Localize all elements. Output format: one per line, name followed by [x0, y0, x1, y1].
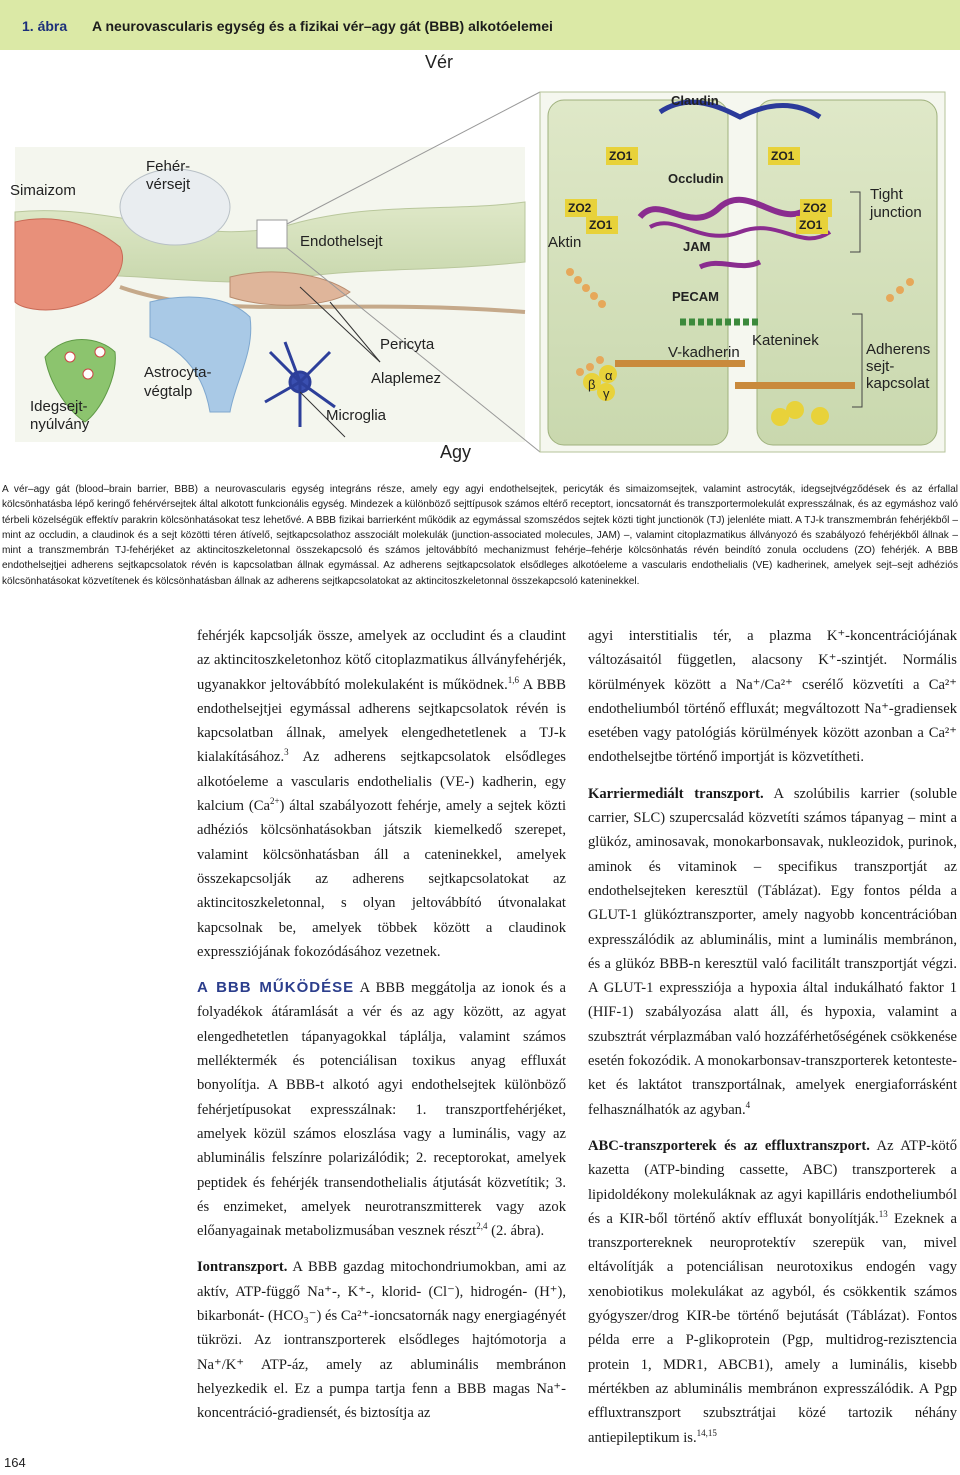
subheading-iontranszport: Iontranszport. [197, 1259, 288, 1276]
ref: 14,15 [696, 1427, 717, 1438]
page-number: 164 [4, 1455, 26, 1470]
ref: 3 [284, 747, 289, 758]
label-adherens-2: sejt- [866, 358, 895, 375]
col2-para2 [588, 782, 957, 1122]
col1-p1d-text: ) által szabályozott fehérje, amely a sejtek közti adhéziós kölcsönhatásokban játszik kiemelkedő szerepet, valamint kölcsönhatásban áll a cateninekkel, amelyek összekapcsolják az adherens sejtkapcsolatokat az aktincitoszkeletonnal, s olyan jeltovábbító útvonalakat kapcsolnak be, amelyek többek között a claudinok expressziójának fokozódásához vezetnek. [197, 798, 567, 960]
label-aktin: Aktin [548, 234, 582, 251]
label-feher-2: vérsejt [146, 176, 191, 193]
label-tight-1: Tight [870, 186, 903, 203]
label-idegsejt-1: Idegsejt- [30, 398, 88, 415]
figure-number: 1. ábra [22, 18, 68, 34]
col1-p2-text: A BBB meggátolja az ionok és a folyadékok átáramlását a vér és az agy között, az agyat elengedhetetlen tápanyagokkal táplálja, valamint számos melléktermék és potenciálisan toxikus anyag effluxát bonyolítja. A BBB-t alkotó agyi endothelsejtek különböző fehérjetípusokat expresszálnak: 1. transzportfehérjéket, amelyek közül számos eloszlása vagy a luminális, vagy az abluminális felszínre polarizálódik; 2. receptorokat, amelyek peptidek és fehérjék transendothelialis átjutását közvetítik; 3. és enzimeket, amelyek neurotranszmitterek vagy azok előanyagainak metabolizmusában vesznek részt [197, 980, 566, 1240]
label-microglia: Microglia [326, 407, 387, 424]
ref: 2,4 [476, 1221, 488, 1232]
caption-text: A vér–agy gát (blood–brain barrier, BBB) a neurovascularis egység integráns része, amely egy agyi endothelsejtek, pericyták és simaizomsejtek, valamint astrocyták, idegsejtvégződések és az érfallal kölcsönhatásba lépő keringő fehérvérsejtek által alkotott funkcionális egység. Mindezek a különböző sejttípusok számos eltérő receptort, ioncsatornát és transzportermolekulát expresszálnak, és az egymáshoz való térbeli közelségük effektív parakrin kölcsönhatásokat tesz lehetővé. A BBB fizikai barrierként működik az egymással szomszédos sejtek közti tight junctionök (TJ) jelenléte miatt. A TJ-k transzmembrán fehérjékből – mint az occludin, a claudinok és a sejt közötti téren átívelő, sejtkapcsolathoz asszociált molekulák (junction-associated molecules, JAM) –, valamint citoplazmatikus állványozó és szabályozó fehérjékből állnak – mint a transzmembrán TJ-fehérjéket az aktincitoszkeletonnal összekapcsoló és számos jeltovábbító mechanizmust fehérje–fehérje kölcsönhatás révén beindító zonula occludens (ZO) fehérjék. A BBB endothelsejtjei adherens sejtkapcsolatok révén is kapcsolatban állnak egymással. Az adherens sejtkapcsolatok elsődleges alkotóeleme a vascularis endothelialis (VE) kadherinek, amelyek sejt–sejt adhéziós kölcsönhatásokat közvetítenek és kölcsönhatásban állnak az adherens sejtkapcsolatokat az aktincitoszkeletonnal összekapcsoló kateninekkel. [2, 484, 958, 587]
col1-p1c-text: Az adherens sejtkapcsolatok elsődleges alkotóeleme a vascularis endothelialis (VE-) kadherin, egy kalcium (Ca [197, 749, 566, 815]
col2-p1-text: agyi interstitialis tér, a plazma K⁺-koncentrációjának változásaitól független, alacsony K⁺-szintjét. Normális körülmények között a Na⁺/Ca²⁺ cserélő közvetíti a Ca²⁺ endotheliumból történő effluxát; megváltozott Na⁺-gradiensek esetében vagy patológiás körülmények között azonban a Ca²⁺ endothelsejtbe történő importját is közvetítheti. [588, 628, 957, 766]
label-pericyta: Pericyta [380, 336, 435, 353]
col2-para3 [588, 1134, 957, 1450]
label-astro-2: végtalp [144, 383, 193, 400]
vkadherin-bar-1 [615, 360, 745, 367]
label-adherens-3: kapcsolat [866, 375, 930, 392]
superscript: 2+ [269, 796, 280, 807]
label-agy: Agy [440, 442, 472, 462]
col2-p2-text: A szolúbilis karrier (soluble carrier, SLC) szupercsalád közvetíti számos tápanyag – mint a glükóz, aminosavak, monokarbonsavak, nukleozidok, purinok, aminok és vitaminok – specifikus transzportját az endothelsejteken keresztül (Táblázat). Egy fontos példa a GLUT-1 glükóztranszporter, amely nagyobb koncentrációban expresszálódik az abluminális, mint a luminális membránon, és a glükóz BBB-n keresztül való facilitált transzportját végzi. A GLUT-1 expressziója a hypoxia által indukálható faktor 1 (HIF-1) szabályozása alatt áll, és hypoxia, valamint a szubsztrát vérplazmában való hozzáférhetőségének csökkenése esetén fokozódik. A monokarbonsav-transzporterek ketontesteket és laktátot transzportálnak, amelyek energiaforrásként felhasználhatók az agyban. [588, 785, 957, 1118]
label-zo1-a: ZO1 [609, 149, 633, 163]
zoom-box [257, 220, 287, 248]
label-zo2-a: ZO2 [568, 201, 592, 215]
label-simaizom: Simaizom [10, 182, 76, 199]
label-gamma: γ [603, 386, 610, 401]
label-feher-1: Fehér- [146, 158, 191, 175]
ref: 4 [745, 1099, 751, 1110]
col1-p1-text: fehérjék kapcsolják össze, amelyek az occludint és a claudint az aktincitoszkeletonhoz kötő citoplazmatikus állványfehérjék, ugyanakkor jeltovábbító molekulaként is működnek. [197, 628, 566, 693]
label-zo1-b: ZO1 [589, 218, 613, 232]
label-beta: β [588, 377, 596, 392]
col1-para3 [197, 1255, 566, 1425]
col1-para2 [197, 976, 566, 1243]
figure-header [0, 0, 960, 50]
label-tight-2: junction [870, 204, 922, 221]
col2-para1 [588, 624, 957, 770]
label-claudin: Claudin [671, 93, 719, 108]
subheading-abc: ABC-transzporterek és az effluxtranszport. [588, 1137, 870, 1154]
label-idegsejt-2: nyúlvány [30, 416, 90, 433]
bbb-figure [0, 52, 960, 470]
label-ver: Vér [425, 52, 454, 72]
col2-p3b-text: Ezeknek a transzportereknek neuroprotektív szerepük van, mivel eltávolítják a potenciálisan neurotoxikus endogén vagy xenobiotikus molekulákat az agyból, és csökkentik számos gyógyszer/drog KIR-be történő bejutását (Táblázat). Fontos példa erre a P-glikoprotein (Pgp, multidrog-rezisztencia protein 1, MDR1, ABCB1), amely a luminális, kisebb mértékben az abluminális membránon expresszálódik. A Pgp effluxtranszport szubsztrátjai közé tartozik néhány antiepileptikum is. [588, 1210, 957, 1446]
ref: 1,6 [507, 674, 519, 685]
bbb-illustration [0, 52, 960, 470]
label-endothelsejt: Endothelsejt [300, 233, 383, 250]
section-heading-bbb: A BBB MŰKÖDÉSE [197, 979, 355, 997]
label-zo1-c: ZO1 [771, 149, 795, 163]
ref: 13 [878, 1208, 888, 1219]
text-column-1 [197, 624, 566, 1426]
label-zo2-b: ZO2 [803, 201, 827, 215]
jam-shape [700, 262, 760, 267]
label-alpha: α [605, 368, 613, 383]
figure-caption [2, 482, 958, 589]
col1-para1 [197, 624, 566, 964]
vkadherin-bar-2 [735, 382, 855, 389]
text-column-2 [588, 624, 957, 1450]
figure-title: A neurovascularis egység és a fizikai vér–agy gát (BBB) alkotóelemei [92, 18, 553, 34]
label-occludin: Occludin [668, 171, 724, 186]
col1-p1b-text: A BBB endothelsejtjei egymással adherens sejtkapcsolatok révén is kapcsolatban állnak, amelyek elengedhetetlenek a TJ-k kialakításához. [197, 676, 566, 766]
label-adherens-1: Adherens [866, 341, 931, 358]
label-kateninek: Kateninek [752, 332, 819, 349]
col1-p2-end: (2. ábra). [487, 1223, 545, 1240]
col2-p3-text: Az ATP-kötő kazetta (ATP-binding cassette, ABC) transzporterek a lipidoldékony molekuláknak az agyi kapilláris endotheliumból és a KIR-ből történő aktív effluxát bonyolítják. [588, 1137, 957, 1227]
label-jam: JAM [683, 239, 711, 254]
label-zo1-d: ZO1 [799, 218, 823, 232]
label-alaplemez: Alaplemez [371, 370, 442, 387]
subheading-karrier: Karriermediált transzport. [588, 785, 764, 802]
label-vkadherin: V-kadherin [668, 344, 740, 361]
label-astro-1: Astrocyta- [144, 364, 212, 381]
col1-p3-text: A BBB gazdag mitochondriumokban, ami az aktív, ATP-függő Na⁺-, K⁺-, klorid- (Cl⁻), hidrogén- (H⁺), bikarbonát- (HCO₃⁻) és Ca²⁺-ioncsatornák nagy energiagényét tükrözi. Az iontranszporterek elsődleges hajtómotorja a Na⁺/K⁺ ATP-áz, amely az abluminális membránon helyezkedik el. Ez a pumpa tartja fenn a BBB magas Na⁺-koncentráció-gradiensét, és biztosítja az [197, 1259, 566, 1422]
label-pecam: PECAM [672, 289, 719, 304]
